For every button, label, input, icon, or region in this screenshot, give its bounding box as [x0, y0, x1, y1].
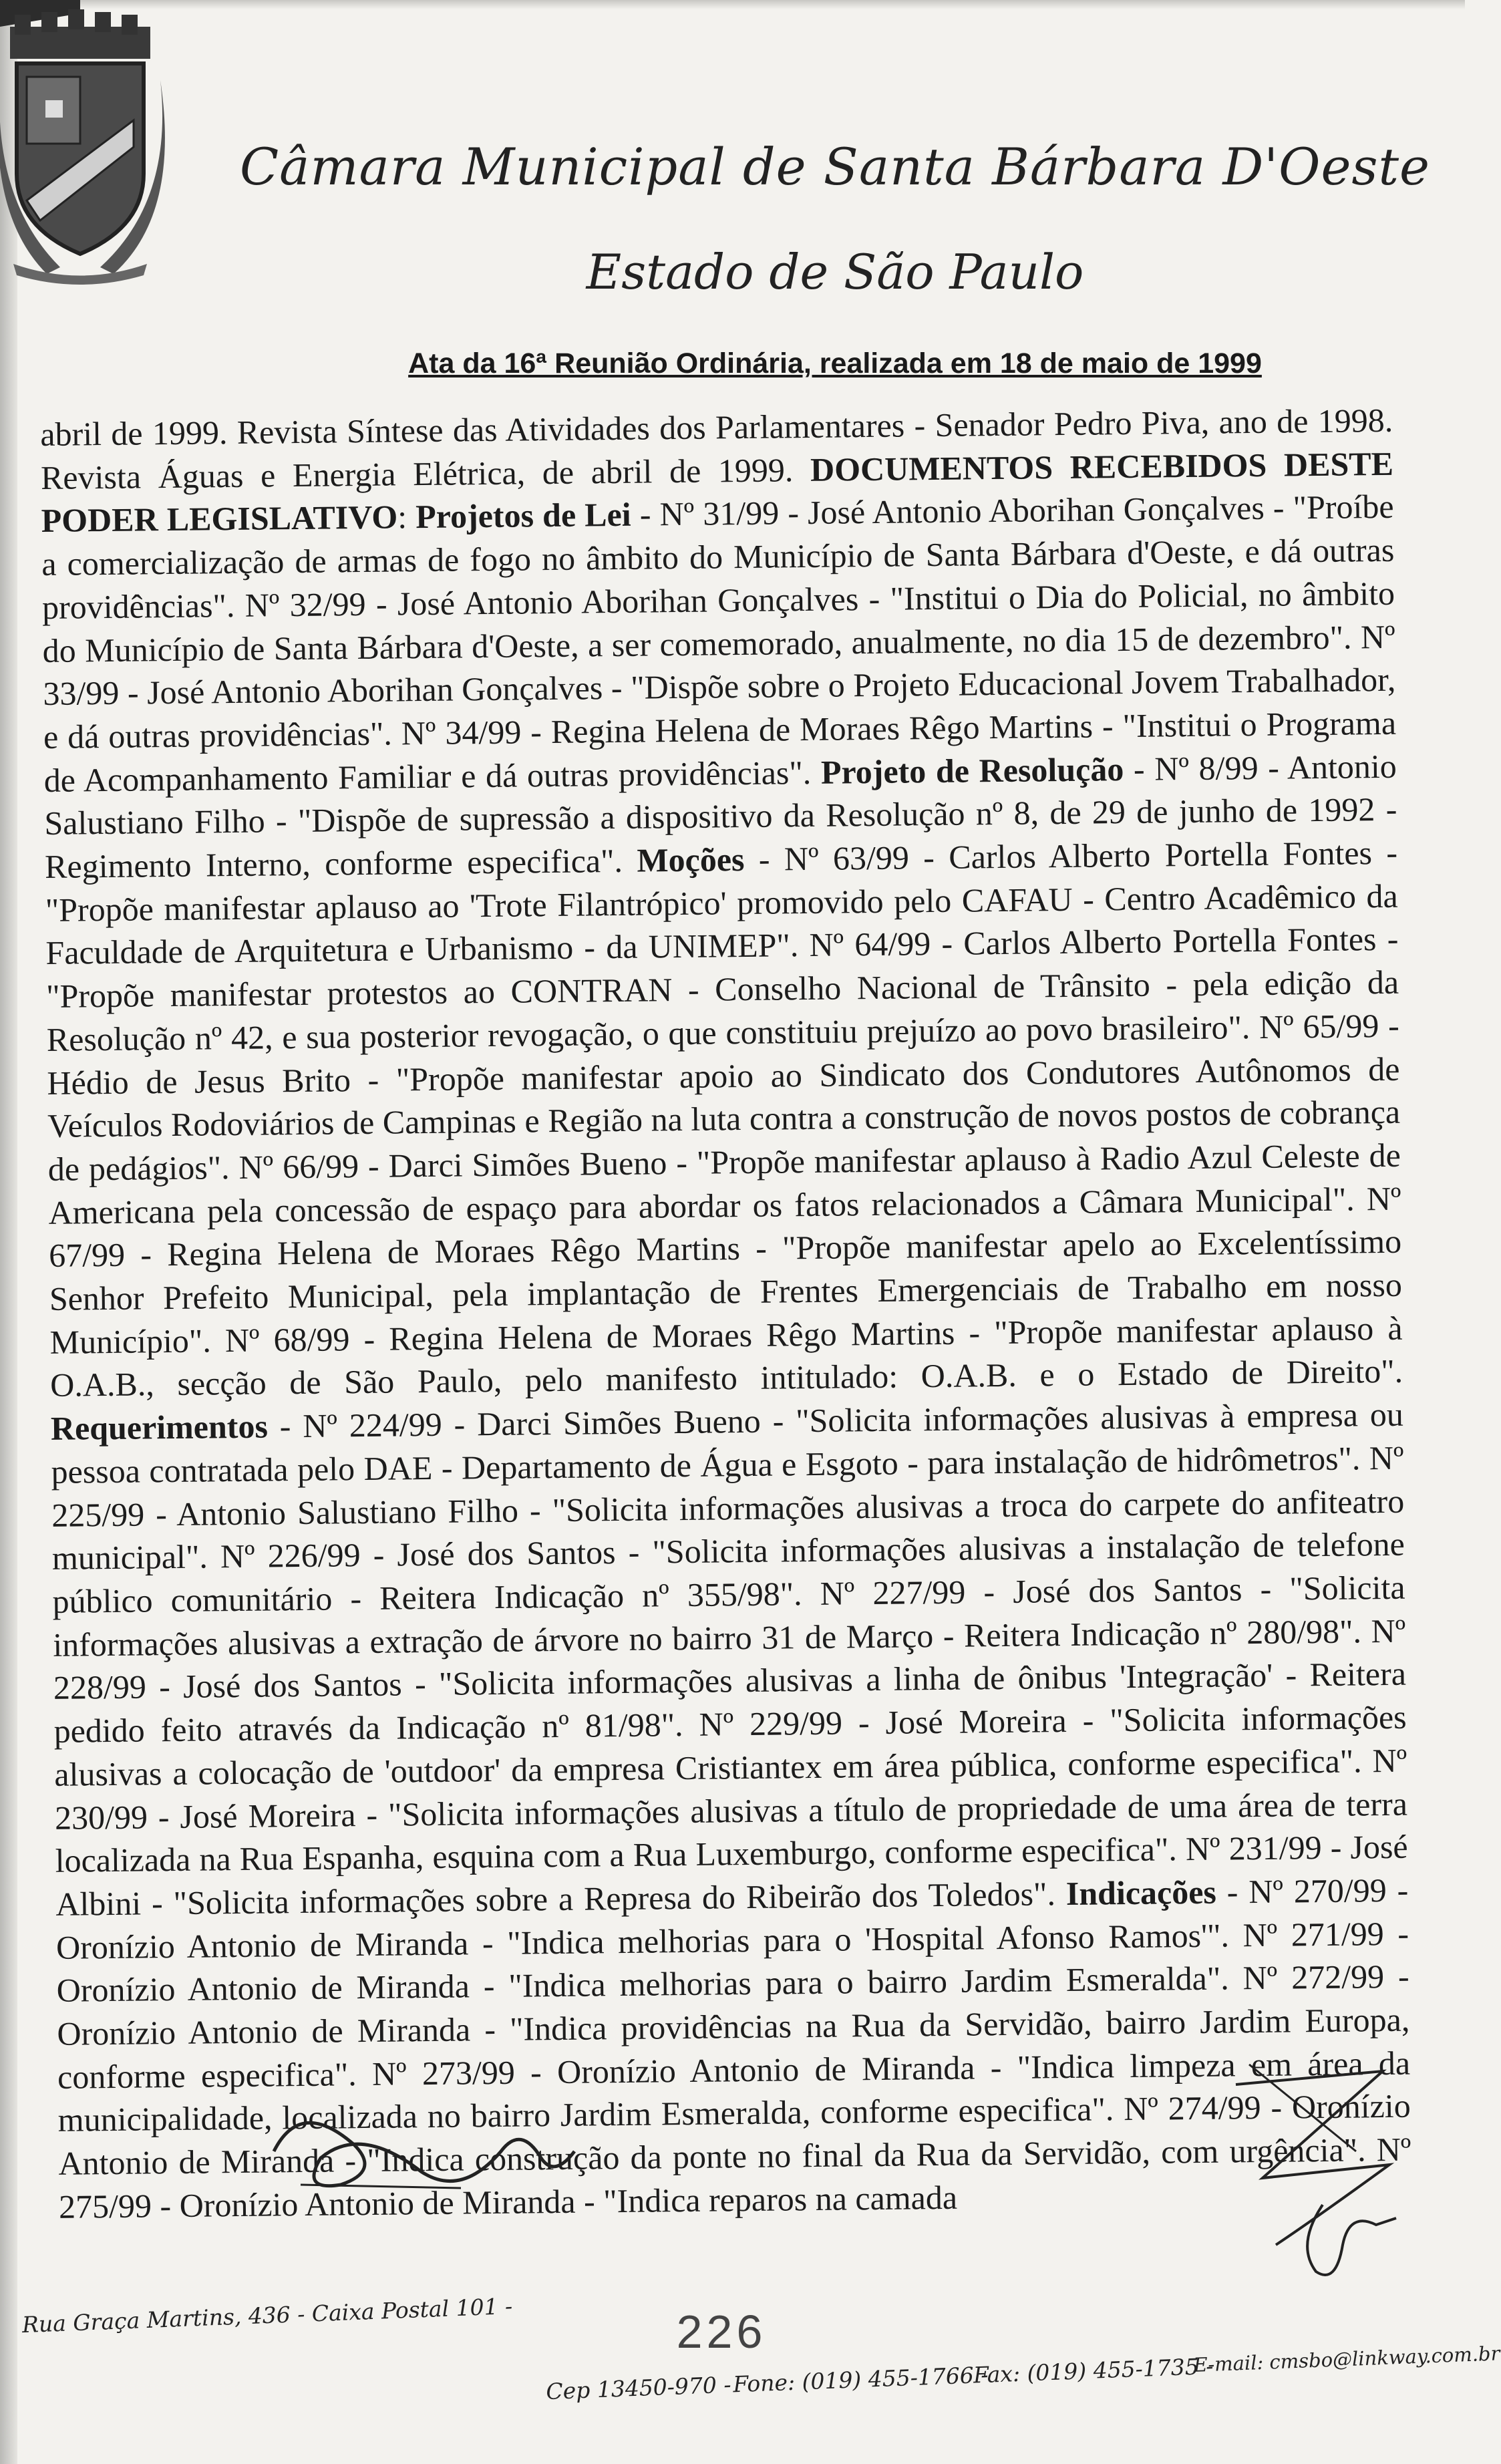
body-paragraph: abril de 1999. Revista Síntese das Atividades dos Parlamentares - Senador Pedro Piva, ano de 1998. Revista Águas e Energia Elétrica, de abril de 1999.	[40, 401, 1393, 496]
body-paragraph: - Nº 270/99 - Oronízio Antonio de Miranda - "Indica melhorias para o 'Hospital Afonso Ramos'". Nº 271/99 - Oronízio Antonio de Miranda - "Indica melhorias para o bairro Jardim Esmeralda". Nº 272/99 - Oronízio Antonio de Miranda - "Indica providências na Rua da Servidão, bairro Jardim Europa, conforme especifica". Nº 273/99 - Oronízio Antonio de Miranda - "Indica limpeza em área da municipalidade, localizada no bairro Jardim Esmeralda, conforme especifica". Nº 274/99 - Oronízio Antonio de Miranda - "Indica construção da ponte no final da Rua da Servidão, com urgência". Nº 275/99 - Oronízio Antonio de Miranda - "Indica reparos na camada	[55, 1871, 1411, 2225]
page-top-edge	[0, 0, 1465, 9]
body-paragraph: - Nº 31/99 - José Antonio Aborihan Gonçalves - "Proíbe a comercialização de armas de fogo no âmbito do Município de Santa Bárbara d'Oeste, e dá outras providências". Nº 32/99 - José Antonio Aborihan Gonçalves - "Institui o Dia do Policial, no âmbito do Município de Santa Bárbara d'Oeste, a ser comemorado, anualmente, no dia 15 de dezembro". Nº 33/99 - José Antonio Aborihan Gonçalves - "Dispõe sobre o Projeto Educacional Jovem Trabalhador, e dá outras providências". Nº 34/99 - Regina Helena de Moraes Rêgo Martins - "Institui o Programa de Acompanhamento Familiar e dá outras providências".	[41, 488, 1397, 799]
section-heading-resolution: Projeto de Resolução	[820, 750, 1124, 791]
body-paragraph: - Nº 8/99 - Antonio Salustiano Filho - "Dispõe de supressão a dispositivo da Resolução nº 8, de 29 de junho de 1992 - Regimento Interno, conforme especifica".	[44, 747, 1397, 885]
page-number: 226	[676, 2306, 767, 2358]
footer-email: E-mail: cmsbo@linkway.com.br	[1193, 2342, 1500, 2376]
signature-left-icon	[261, 2071, 581, 2205]
body-paragraph: - Nº 63/99 - Carlos Alberto Portella Fontes - "Propõe manifestar aplauso ao 'Trote Filantrópico' promovido pelo CAFAU - Centro Acadêmico da Faculdade de Arquitetura e Urbanismo - da UNIMEP". Nº 64/99 - Carlos Alberto Portella Fontes - "Propõe manifestar protestos ao CONTRAN - Conselho Nacional de Trânsito - pela edição da Resolução nº 42, e sua posterior revogação, o que constituiu prejuízo ao povo brasileiro". Nº 65/99 - Hédio de Jesus Brito - "Propõe manifestar apoio ao Sindicato dos Condutores Autônomos de Veículos Rodoviários de Campinas e Região na luta contra a construção de novos postos de cobrança de pedágios". Nº 66/99 - Darci Simões Bueno - "Propõe manifestar aplauso à Radio Azul Celeste de Americana pela concessão de espaço para abordar os fatos relacionados a Câmara Municipal". Nº 67/99 - Regina Helena de Moraes Rêgo Martins - "Propõe manifestar apelo ao Excelentíssimo Senhor Prefeito Municipal, pela implantação de Frentes Emergenciais de Trabalho em nosso Município". Nº 68/99 - Regina Helena de Moraes Rêgo Martins - "Propõe manifestar aplauso à O.A.B., secção de São Paulo, pelo manifesto intitulado: O.A.B. e o Estado de Direito".	[45, 833, 1403, 1404]
section-heading-motions: Moções	[637, 840, 745, 879]
section-heading-indications: Indicações	[1065, 1873, 1217, 1912]
section-heading-bills: Projetos de Lei	[415, 496, 631, 536]
letterhead-subtitle: Estado de São Paulo	[586, 244, 1084, 300]
coat-of-arms-icon	[0, 0, 187, 287]
footer-street: Rua Graça Martins, 436 - Caixa Postal 101 -	[21, 2292, 513, 2338]
footer-fax: Fax: (019) 455-1735 -	[973, 2352, 1214, 2389]
letterhead-title: Câmara Municipal de Santa Bárbara D'Oeste	[240, 137, 1430, 196]
page-left-edge	[0, 0, 17, 2464]
footer-cep: Cep 13450-970 -	[545, 2371, 732, 2405]
body-paragraph: - Nº 224/99 - Darci Simões Bueno - "Solicita informações alusivas à empresa ou pessoa contratada pelo DAE - Departamento de Água e Esgoto - para instalação de hidrômetros". Nº 225/99 - Antonio Salustiano Filho - "Solicita informações alusivas a troca do carpete do anfiteatro municipal". Nº 226/99 - José dos Santos - "Solicita informações alusivas a instalação de telefone público comunitário - Reitera Indicação nº 355/98". Nº 227/99 - José dos Santos - "Solicita informações alusivas a extração de árvore no bairro 31 de Março - Reitera Indicação nº 280/98". Nº 228/99 - José dos Santos - "Solicita informações alusivas a linha de ônibus 'Integração' - Reitera pedido feito através da Indicação nº 81/98". Nº 229/99 - José Moreira - "Solicita informações alusivas a colocação de 'outdoor' da empresa Cristiantex em área pública, conforme especifica". Nº 230/99 - José Moreira - "Solicita informações alusivas a título de propriedade de uma área de terra localizada na Rua Espanha, esquina com a Rua Luxemburgo, conforme especifica". Nº 231/99 - José Albini - "Solicita informações sobre a Represa do Ribeirão dos Toledos".	[51, 1395, 1408, 1923]
minutes-title: Ata da 16ª Reunião Ordinária, realizada em 18 de maio de 1999	[408, 347, 1262, 379]
section-heading-documents: DOCUMENTOS RECEBIDOS DESTE PODER LEGISLATIVO	[41, 444, 1394, 540]
minutes-body: abril de 1999. Revista Síntese das Atividades dos Parlamentares - Senador Pedro Piva, ano de 1998. Revista Águas e Energia Elétrica, de abril de 1999. DOCUMENTOS RECEBIDOS DESTE PODER LEGISLATIVO: Projetos de Lei - Nº 31/99 - José Antonio Aborihan Gonçalves - "Proíbe a comercialização de armas de fogo no âmbito do Município de Santa Bárbara d'Oeste, e dá outras providências". Nº 32/99 - José Antonio Aborihan Gonçalves - "Institui o Dia do Policial, no âmbito do Município de Santa Bárbara d'Oeste, a ser comemorado, anualmente, no dia 15 de dezembro". Nº 33/99 - José Antonio Aborihan Gonçalves - "Dispõe sobre o Projeto Educacional Jovem Trabalhador, e dá outras providências". Nº 34/99 - Regina Helena de Moraes Rêgo Martins - "Institui o Programa de Acompanhamento Familiar e dá outras providências". Projeto de Resolução - Nº 8/99 - Antonio Salustiano Filho - "Dispõe de supressão a dispositivo da Resolução nº 8, de 29 de junho de 1992 - Regimento Interno, conforme especifica". Moções - Nº 63/99 - Carlos Alberto Portella Fontes - "Propõe manifestar aplauso ao 'Trote Filantrópico' promovido pelo CAFAU - Centro Acadêmico da Faculdade de Arquitetura e Urbanismo - da UNIMEP". Nº 64/99 - Carlos Alberto Portella Fontes - "Propõe manifestar protestos ao CONTRAN - Conselho Nacional de Trânsito - pela edição da Resolução nº 42, e sua posterior revogação, o que constituiu prejuízo ao povo brasileiro". Nº 65/99 - Hédio de Jesus Brito - "Propõe manifestar apoio ao Sindicato dos Condutores Autônomos de Veículos Rodoviários de Campinas e Região na luta contra a construção de novos postos de cobrança de pedágios". Nº 66/99 - Darci Simões Bueno - "Propõe manifestar aplauso à Radio Azul Celeste de Americana pela concessão de espaço para abordar os fatos relacionados a Câmara Municipal". Nº 67/99 - Regina Helena de Moraes Rêgo Martins - "Propõe manifestar apelo ao Excelentíssimo Senhor Prefeito Municipal, pela implantação de Frentes Emergenciais de Trabalho em nosso Município". Nº 68/99 - Regina Helena de Moraes Rêgo Martins - "Propõe manifestar aplauso à O.A.B., secção de São Paulo, pelo manifesto intitulado: O.A.B. e o Estado de Direito". Requerimentos - Nº 224/99 - Darci Simões Bueno - "Solicita informações alusivas à empresa ou pessoa contratada pelo DAE - Departamento de Água e Esgoto - para instalação de hidrômetros". Nº 225/99 - Antonio Salustiano Filho - "Solicita informações alusivas a troca do carpete do anfiteatro municipal". Nº 226/99 - José dos Santos - "Solicita informações alusivas a instalação de telefone público comunitário - Reitera Indicação nº 355/98". Nº 227/99 - José dos Santos - "Solicita informações alusivas a extração de árvore no bairro 31 de Março - Reitera Indicação nº 280/98". Nº 228/99 - José dos Santos - "Solicita informações alusivas a linha de ônibus 'Integração' - Reitera pedido feito através da Indicação nº 81/98". Nº 229/99 - José Moreira - "Solicita informações alusivas a colocação de 'outdoor' da empresa Cristiantex em área pública, conforme especifica". Nº 230/99 - José Moreira - "Solicita informações alusivas a título de propriedade de uma área de terra localizada na Rua Espanha, esquina com a Rua Luxemburgo, conforme especifica". Nº 231/99 - José Albini - "Solicita informações sobre a Represa do Ribeirão dos Toledos". Indicações - Nº 270/99 - Oronízio Antonio de Miranda - "Indica melhorias para o 'Hospital Afonso Ramos'". Nº 271/99 - Oronízio Antonio de Miranda - "Indica melhorias para o bairro Jardim Esmeralda". Nº 272/99 - Oronízio Antonio de Miranda - "Indica providências na Rua da Servidão, bairro Jardim Europa, conforme especifica". Nº 273/99 - Oronízio Antonio de Miranda - "Indica limpeza em área da municipalidade, localizada no bairro Jardim Esmeralda, conforme especifica". Nº 274/99 - Oronízio Antonio de Miranda - "Indica construção da ponte no final da Rua da Servidão, com urgência". Nº 275/99 - Oronízio Antonio de Miranda - "Indica reparos na camada	[40, 401, 1411, 2225]
footer-phone: Fone: (019) 455-1766 -	[732, 2361, 989, 2398]
section-heading-requests: Requerimentos	[50, 1407, 269, 1448]
